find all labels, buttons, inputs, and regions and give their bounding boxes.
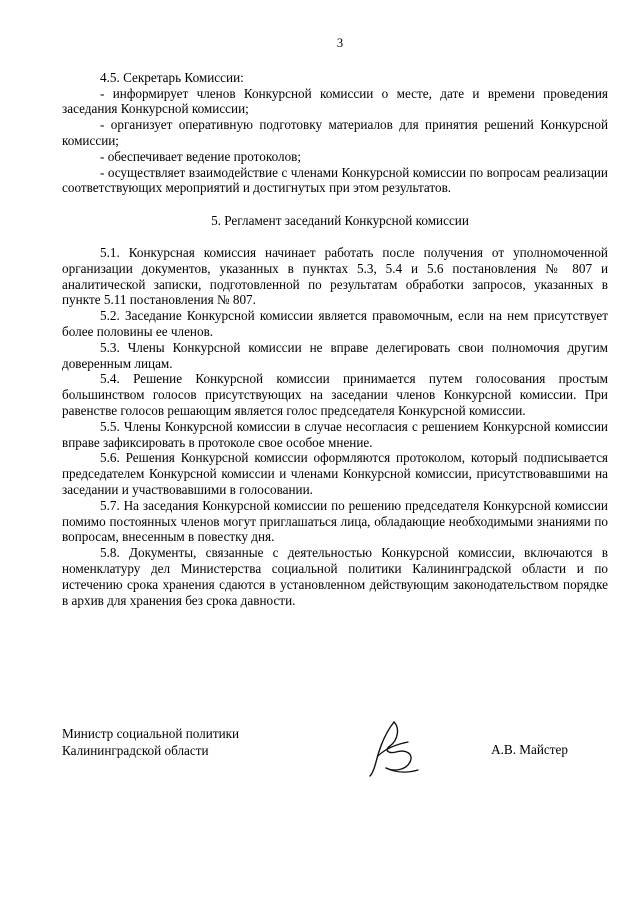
signatory-position bbox=[62, 726, 239, 759]
list-item: - информирует членов Конкурсной комиссии о месте, дате и времени проведения заседания Конкурсной комиссии; bbox=[62, 85, 608, 117]
paragraph-5-2: 5.2. Заседание Конкурсной комиссии является правомочным, если на нем присутствует более половины ее членов. bbox=[62, 308, 608, 339]
list-item: - организует оперативную подготовку материалов для принятия решений Конкурсной комиссии; bbox=[62, 117, 608, 148]
section-5 bbox=[62, 245, 608, 608]
paragraph-5-3: 5.3. Члены Конкурсной комиссии не вправе делегировать свои полномочия другим доверенным лицам. bbox=[62, 339, 608, 371]
page-number: 3 bbox=[336, 36, 344, 50]
paragraph-5-8: 5.8. Документы, связанные с деятельностью Конкурсной комиссии, включаются в номенклатуру дел Министерства социальной политики Калининградской области и по истечению срока хранения сдаются в установленном действующим законодательством порядке в архив для хранения без срока давности. bbox=[62, 545, 608, 608]
paragraph-5-1: 5.1. Конкурсная комиссия начинает работать после получения от уполномоченной организации документов, указанных в пунктах 5.3, 5.4 и 5.6 постановления № 807 и аналитической записки, подготовленной по результатам обработки запросов, указанных в пункте 5.11 постановления № 807. bbox=[62, 244, 608, 308]
handwritten-signature-icon bbox=[364, 718, 424, 780]
section-4-5-intro: 4.5. Секретарь Комиссии: bbox=[100, 69, 244, 85]
section-5-heading: 5. Регламент заседаний Конкурсной комиссии bbox=[211, 213, 469, 229]
paragraph-5-5: 5.5. Члены Конкурсной комиссии в случае несогласия с решением Конкурсной комиссии вправе зафиксировать в протоколе свое особое мнение. bbox=[62, 418, 608, 450]
paragraph-5-6: 5.6. Решения Конкурсной комиссии оформляются протоколом, который подписывается председателем Конкурсной комиссии и членами Конкурсной комиссии, присутствовавшими на заседании и участвовавшими в голосовании. bbox=[62, 450, 608, 497]
paragraph-5-4: 5.4. Решение Конкурсной комиссии принимается путем голосования простым большинством голосов присутствующих на заседании членов Конкурсной комиссии. При равенстве голосов решающим является голос председателя Конкурсной комиссии. bbox=[62, 371, 608, 418]
list-item: - осуществляет взаимодействие с членами Конкурсной комиссии по вопросам реализации соответствующих мероприятий и достигнутых при этом результатов. bbox=[62, 164, 608, 196]
list-item: - обеспечивает ведение протоколов; bbox=[100, 148, 302, 164]
paragraph-5-7: 5.7. На заседания Конкурсной комиссии по решению председателя Конкурсной комиссии помимо постоянных членов могут приглашаться лица, обладающие необходимыми знаниями по вопросам, внесенным в повестку дня. bbox=[62, 497, 608, 545]
position-line-1: Министр социальной политики bbox=[62, 726, 240, 741]
signatory-name: А.В. Майстер bbox=[491, 742, 568, 757]
section-4-5 bbox=[62, 70, 608, 196]
signature-block bbox=[62, 726, 608, 796]
position-line-2: Калининградской области bbox=[62, 742, 209, 758]
document-page bbox=[62, 36, 608, 608]
